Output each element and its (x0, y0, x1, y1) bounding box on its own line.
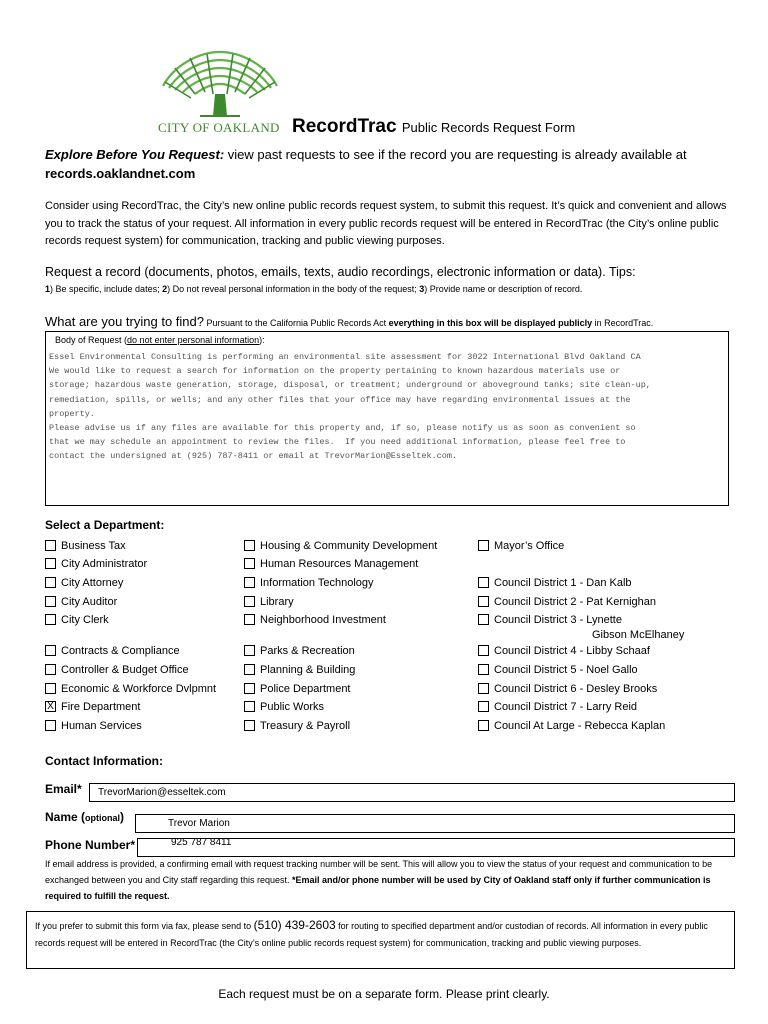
department-option-treasury-payroll[interactable] (244, 718, 350, 733)
department-label: Planning & Building (260, 663, 356, 676)
records-link[interactable]: records.oaklandnet.com (45, 166, 196, 181)
department-checkbox[interactable] (478, 683, 489, 694)
fax-post: for routing to specified department and/or custodian of records. All information in every public records request will be entered in RecordTrac (the City’s online public records request system) for communication, tracking and public viewing purposes. (35, 921, 708, 948)
department-checkbox[interactable] (478, 645, 489, 656)
form-title (292, 116, 575, 138)
department-option-library[interactable] (244, 594, 294, 609)
intro-paragraph: Consider using RecordTrac, the City’s new online public records request system, to submit this request. It’s quick and convenient and allows you to track the status of your request. All information in every public records request will be entered in RecordTrac (the City’s online public records request system) for communication, tracking and public viewing purposes. (45, 200, 727, 247)
department-label: Neighborhood Investment (260, 613, 386, 626)
name-label-text: Name ( (45, 810, 86, 824)
department-checkbox[interactable] (478, 720, 489, 731)
department-checkbox[interactable] (244, 596, 255, 607)
department-option-parks-recreation[interactable] (244, 643, 355, 658)
department-label: Council District 6 - Desley Brooks (494, 682, 658, 695)
department-checkbox[interactable] (45, 614, 56, 625)
department-option-economic-workforce-dvlpmnt[interactable] (45, 681, 216, 696)
department-checkbox[interactable] (45, 720, 56, 731)
department-label: City Auditor (61, 595, 118, 608)
department-title: Select a Department: (45, 518, 165, 532)
oak-tree-icon (155, 44, 285, 124)
department-checkbox[interactable] (244, 701, 255, 712)
find-pre: Pursuant to the California Public Records Act (203, 318, 389, 328)
contact-notice (45, 856, 735, 904)
department-option-contracts-compliance[interactable] (45, 643, 180, 658)
department-checkbox[interactable]: X (45, 701, 56, 712)
tip3-text: ) Provide name or description of record. (424, 284, 583, 294)
department-option-controller-budget-office[interactable] (45, 662, 189, 677)
department-option-council-district-6-desley-brooks[interactable] (478, 681, 657, 696)
department-label: Police Department (260, 682, 351, 695)
department-checkbox[interactable] (478, 614, 489, 625)
body-of-request-text[interactable]: Essel Environmental Consulting is performing an environmental site assessment for 3022 International Blvd Oakland CA We would like to request a search for information on the property pertaining to known hazardous materials use or storage; hazardous waste generation, storage, disposal, or treatment; underground or aboveground tanks; site clean-up, remediation, spills, or wells; and any other files that your office may have regarding environmental issues at the property. Please advise us if any files are available for this property and, if so, please notify us as soon as convenient so that we may schedule an appointment to review the files. If you need additional information, please feel free to contact the undersigned at (925) 787-8411 or email at TrevorMarion@Esseltek.com. (49, 352, 651, 462)
request-title: Request a record (documents, photos, emails, texts, audio recordings, electronic information or data). Tips: (45, 265, 636, 279)
department-label: Council District 1 - Dan Kalb (494, 576, 632, 589)
department-option-council-district-5-noel-gallo[interactable] (478, 662, 638, 677)
find-heading (45, 314, 653, 329)
department-checkbox[interactable] (45, 664, 56, 675)
explore-paragraph (45, 145, 735, 183)
department-checkbox[interactable] (478, 701, 489, 712)
department-label: City Administrator (61, 557, 148, 570)
department-label: Housing & Community Development (260, 539, 438, 552)
department-checkbox[interactable] (244, 577, 255, 588)
email-field[interactable]: TrevorMarion@esseltek.com (89, 783, 735, 802)
department-option-council-at-large-rebecca-kaplan[interactable] (478, 718, 665, 733)
tip1-number: 1 (45, 284, 51, 294)
explore-lead: Explore Before You Request: (45, 147, 225, 162)
department-option-business-tax[interactable] (45, 538, 126, 553)
department-checkbox[interactable] (45, 540, 56, 551)
department-label: Parks & Recreation (260, 644, 355, 657)
department-checkbox[interactable] (478, 540, 489, 551)
department-label: Information Technology (260, 576, 374, 589)
contact-title: Contact Information: (45, 754, 163, 768)
department-label: City Attorney (61, 576, 124, 589)
department-option-city-attorney[interactable] (45, 575, 123, 590)
department-label: Council District 2 - Pat Kernighan (494, 595, 657, 608)
name-label-end: ) (120, 810, 125, 824)
department-label: Economic & Workforce Dvlpmnt (61, 682, 217, 695)
department-label: Library (260, 595, 294, 608)
fax-number: (510) 439-2603 (253, 918, 336, 932)
fax-pre: If you prefer to submit this form via fax, please send to (35, 921, 254, 931)
find-post: in RecordTrac. (592, 318, 654, 328)
department-checkbox[interactable] (244, 683, 255, 694)
find-question: What are you trying to find? (45, 314, 204, 329)
department-label: Council District 5 - Noel Gallo (494, 663, 638, 676)
department-option-planning-building[interactable] (244, 662, 355, 677)
department-checkbox[interactable] (244, 540, 255, 551)
department-option-information-technology[interactable] (244, 575, 374, 590)
department-label: Council At Large - Rebecca Kaplan (494, 719, 666, 732)
body-label-post: ): (259, 335, 265, 345)
department-label: Treasury & Payroll (260, 719, 351, 732)
department-label: Council District 7 - Larry Reid (494, 700, 638, 713)
department-option-city-clerk[interactable] (45, 612, 109, 627)
notice-bold: *Email and/or phone number will be used by City of Oakland staff only if further communication is required to fulfill the request. (45, 875, 711, 901)
department-checkbox[interactable] (478, 577, 489, 588)
department-option-human-resources-management[interactable] (244, 556, 418, 571)
brand-name: RecordTrac (292, 116, 397, 137)
department-checkbox[interactable] (45, 577, 56, 588)
name-label (45, 810, 124, 824)
department-checkbox[interactable] (244, 614, 255, 625)
fax-notice-text (35, 917, 725, 951)
department-label: Public Works (260, 700, 324, 713)
tip3-number: 3 (419, 284, 425, 294)
department-checkbox[interactable] (244, 664, 255, 675)
department-checkbox[interactable] (478, 664, 489, 675)
department-checkbox[interactable] (478, 596, 489, 607)
request-tips (45, 284, 582, 294)
department-option-police-department[interactable] (244, 681, 351, 696)
department-label: Council District 3 - Lynette (494, 613, 622, 626)
department-option-public-works[interactable] (244, 699, 324, 714)
department-option-human-services[interactable] (45, 718, 142, 733)
find-bold: everything in this box will be displayed publicly (388, 318, 593, 328)
notice-text: If email address is provided, a confirming email with request tracking number will be sent. This will allow you to view the status of your request and communication to be exchanged between you and City staff regarding this request. (45, 859, 713, 885)
department-checkbox[interactable] (45, 596, 56, 607)
department-option-council-district-3-lynette[interactable] (478, 612, 622, 627)
council-district-3-name-continued: Gibson McElhaney (592, 629, 685, 641)
department-label: Business Tax (61, 539, 126, 552)
department-option-mayor-s-office[interactable] (478, 538, 564, 553)
phone-label: Phone Number* (45, 838, 136, 852)
form-subtitle: Public Records Request Form (401, 120, 576, 135)
body-label (55, 335, 265, 345)
city-name: CITY OF OAKLAND (158, 120, 280, 135)
department-label: Controller & Budget Office (61, 663, 189, 676)
department-label: City Clerk (61, 613, 109, 626)
phone-field[interactable]: 925 787 8411 (137, 838, 735, 857)
email-label: Email* (45, 782, 82, 796)
department-label: Human Resources Management (260, 557, 419, 570)
department-checkbox[interactable] (45, 645, 56, 656)
department-option-city-auditor[interactable] (45, 594, 117, 609)
department-label: Mayor’s Office (494, 539, 565, 552)
department-label: Human Services (61, 719, 142, 732)
tip2-number: 2 (162, 284, 168, 294)
department-option-fire-department[interactable] (45, 699, 140, 714)
name-field[interactable]: Trevor Marion (135, 814, 735, 833)
department-option-housing-community-development[interactable] (244, 538, 437, 553)
footer-note: Each request must be on a separate form. Please print clearly. (218, 987, 550, 1001)
department-option-city-administrator[interactable] (45, 556, 147, 571)
body-label-pre: Body of Request ( (55, 335, 128, 345)
department-label: Fire Department (61, 700, 141, 713)
department-checkbox[interactable] (45, 683, 56, 694)
tip2-text: ) Do not reveal personal information in the body of the request; (167, 284, 420, 294)
department-option-council-district-1-dan-kalb[interactable] (478, 575, 632, 590)
tip1-text: ) Be specific, include dates; (50, 284, 163, 294)
department-checkbox[interactable] (244, 645, 255, 656)
name-optional-text: optional (85, 813, 121, 823)
explore-text: view past requests to see if the record you are requesting is already available at (224, 147, 687, 162)
department-option-council-district-4-libby-schaaf[interactable] (478, 643, 650, 658)
department-checkbox[interactable] (244, 558, 255, 569)
department-label: Contracts & Compliance (61, 644, 180, 657)
department-option-council-district-2-pat-kernighan[interactable] (478, 594, 656, 609)
department-option-neighborhood-investment[interactable] (244, 612, 386, 627)
department-option-council-district-7-larry-reid[interactable] (478, 699, 637, 714)
department-checkbox[interactable] (45, 558, 56, 569)
body-label-warning: do not enter personal information (127, 335, 260, 345)
department-checkbox[interactable] (244, 720, 255, 731)
department-label: Council District 4 - Libby Schaaf (494, 644, 650, 657)
